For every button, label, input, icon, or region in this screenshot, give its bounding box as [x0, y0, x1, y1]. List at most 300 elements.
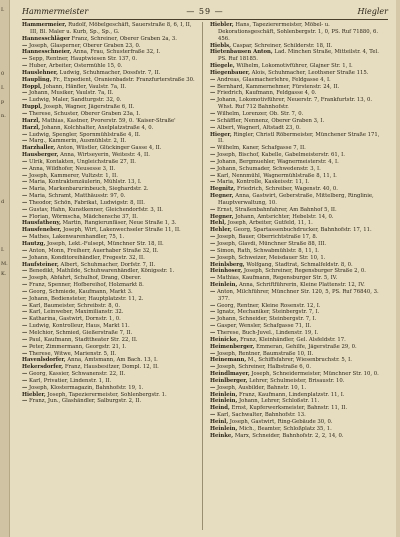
entry-details: Anton, Wüstler, Glückinger Gasse 4, II. — [56, 145, 162, 152]
directory-entry — [22, 337, 196, 344]
entry-surname: Hiebler, — [22, 391, 46, 398]
edge-mark: K. — [1, 271, 7, 277]
directory-entry — [210, 330, 384, 337]
directory-entry — [22, 323, 196, 330]
entry-surname: Hekersdorfer, — [22, 364, 64, 371]
entry-surname: Hietenbausen Anton, — [210, 49, 273, 56]
entry-surname: Harzhaller, — [22, 145, 56, 152]
entry-details: Marg., Kammerin, Ausmühlstr. 2, II. — [28, 138, 127, 145]
entry-surname: — — [210, 83, 216, 90]
directory-entry — [22, 398, 196, 405]
entry-details: Gustav, Hahn, Kunstkenner, Gleichendorfstr. 3, II. — [28, 206, 163, 213]
directory-entry — [22, 90, 196, 97]
entry-surname: — — [210, 152, 216, 159]
entry-surname: Hausfeneber, — [22, 227, 62, 234]
entry-surname: — — [22, 42, 28, 49]
entry-surname: — — [22, 350, 28, 357]
entry-surname: Heind, — [210, 405, 230, 412]
directory-entry — [210, 392, 384, 399]
directory-entry — [22, 275, 196, 282]
entry-details: Mathias, Kastner, Pvorerstr. 59, 0. 'Kaiser-Straße' — [41, 117, 176, 124]
entry-surname: — — [22, 288, 28, 295]
entry-surname: Heinlein, — [210, 391, 238, 398]
entry-details: Ludwig, Kontrolleur, Haus, Markt 11. — [28, 323, 130, 330]
entry-details: Therese, Witwe, Marienstr. 5, II. — [28, 350, 117, 357]
entry-surname: Hiebls, — [210, 42, 231, 49]
entry-surname: — — [22, 158, 28, 165]
entry-surname: Heinlein, — [210, 398, 238, 405]
directory-entry — [210, 207, 384, 214]
entry-details: Wilhelm, Kaner, Schafgasse 7, II. — [216, 145, 306, 152]
directory-entry — [210, 337, 384, 344]
entry-surname: — — [22, 63, 28, 70]
entry-details: Joseph, Abfahrt, Schulhof, Drang, Oberer. — [28, 275, 142, 282]
entry-surname: — — [210, 206, 216, 213]
directory-entry — [210, 419, 384, 426]
entry-surname: Hannesschläger — [22, 35, 70, 42]
directory-entry — [210, 426, 384, 433]
entry-surname: — — [22, 309, 28, 316]
entry-details: Alois, Schuhmacher, Leothsner Straße 115. — [251, 69, 369, 76]
entry-details: Karl, Baumeister, Schreibstr. 8, 0. — [28, 302, 121, 309]
entry-surname: Hegner, — [210, 193, 234, 200]
entry-surname: — — [210, 110, 216, 117]
entry-details: Paul, Kaufmann, Stadttheater Str. 22, II. — [28, 336, 138, 343]
entry-surname: Heinhoser, — [210, 268, 243, 275]
entry-surname: — — [22, 138, 28, 145]
entry-surname: — — [210, 309, 216, 316]
directory-entry — [210, 241, 384, 248]
entry-surname: Hiebler, — [210, 22, 234, 28]
entry-details: Anna, Gastwirt, Geberstraße, Mittelberg, Ringlinie, Hauptverwaltung, 10. — [218, 193, 374, 206]
entry-details: Sepp, Rentner, Hauptwiesen Str. 137, 0. — [28, 56, 138, 63]
entry-details: Melchior, Schmied, Gießerstraße 7, II. — [28, 329, 133, 336]
entry-surname: — — [22, 206, 28, 213]
entry-surname: — — [22, 56, 28, 63]
header-rule — [22, 19, 388, 20]
entry-surname: — — [22, 172, 28, 179]
entry-surname: Hoppl, — [22, 83, 42, 90]
edge-mark: I. — [1, 247, 5, 253]
entry-details: Johann, Musiker, Vaulstr. 7a, II. — [28, 90, 114, 97]
directory-entry — [210, 309, 384, 316]
entry-details: Ernst, Straßenbahnfahrer, Am Bahnhof 5, II. — [216, 206, 337, 213]
directory-entry — [22, 63, 196, 70]
entry-details: Georg, Rentner, Kleine Rosenstr. 12, I. — [216, 302, 321, 309]
directory-entry — [210, 282, 384, 289]
directory-entry — [22, 200, 196, 207]
entry-surname: — — [22, 234, 28, 241]
directory-entry — [22, 392, 196, 399]
directory-entry — [210, 268, 384, 275]
entry-surname: — — [22, 97, 28, 104]
entry-surname: Hehl, — [210, 220, 227, 227]
directory-entry — [210, 49, 384, 63]
directory-entry — [22, 49, 196, 56]
entry-surname: — — [210, 172, 216, 179]
entry-surname: — — [210, 76, 216, 83]
directory-entry — [22, 111, 196, 118]
entry-details: Anton, Monn, Freiherr, Auerhaber Straße 32, II. — [28, 247, 159, 254]
entry-surname: — — [22, 323, 28, 330]
entry-surname: Haupling, — [22, 76, 52, 83]
directory-entry — [210, 193, 384, 207]
directory-entry — [210, 166, 384, 173]
entry-details: Joseph, Klostermagazin, Bahnhofstr. 19, 1. — [28, 384, 144, 391]
page-header — [22, 5, 388, 19]
entry-details: Friedrich, Kaufmann, Feldgasse 4, 0. — [216, 90, 317, 97]
entry-details: Ringler, Christl Röbermeister, Münchener Straße 171, II. — [218, 131, 380, 145]
entry-surname: — — [210, 158, 216, 165]
entry-surname: — — [210, 364, 216, 371]
directory-entry — [22, 309, 196, 316]
directory-entry — [210, 412, 384, 419]
entry-details: Lehrer, Schulmeister, Brisaustr. 10. — [249, 377, 345, 384]
directory-entry — [22, 104, 196, 111]
directory-entry — [210, 255, 384, 262]
entry-details: Joseph, Rentner, Baumstraße 10, II. — [216, 350, 314, 357]
entry-surname: — — [210, 323, 216, 330]
entry-surname: Hauslehner, — [22, 69, 58, 76]
entry-details: Gasper, Wensler, Schafgasse 71, II. — [216, 323, 312, 330]
entry-details: Karl, Sachwalter, Bahnhofstr. 13. — [216, 412, 306, 419]
entry-details: Ulrik, Kontakten, Ungleichstraße 27, II. — [28, 158, 136, 165]
entry-surname: Hegner, — [210, 213, 234, 220]
entry-details: Franz, Spenner, Hofbereihof, Holzmarkt 8. — [28, 282, 144, 289]
directory-entry — [210, 371, 384, 378]
entry-details: Franz, Schreiner, Oberer Graben 2a, 3. — [71, 35, 177, 42]
directory-entry — [210, 77, 384, 84]
edge-mark: I. — [1, 85, 5, 91]
entry-details: Albert, Schuhmacher, Dorfstr. 7, II. — [60, 261, 156, 268]
entry-surname: Hausberger, — [22, 152, 59, 159]
directory-entry — [210, 344, 384, 351]
entry-surname: — — [210, 117, 216, 124]
entry-details: Therese, Buch-Juvel., Lindenstr. 19, I. — [216, 329, 319, 336]
directory-entry — [210, 132, 384, 146]
entry-surname: — — [22, 110, 28, 117]
directory-entry — [22, 173, 196, 180]
directory-entry — [22, 138, 196, 145]
entry-details: Martin, Rangierunfäser, Neue Straße 1, 3. — [62, 220, 177, 227]
entry-details: Andreas, Glasmacherlehre, Feldgasse 4, I. — [216, 76, 331, 83]
entry-details: Anna, Wildhofer, Neusesse 3, II. — [28, 165, 116, 172]
directory-entry — [22, 364, 196, 371]
entry-surname: Heinemann, — [210, 357, 247, 364]
entry-details: Joseph, Glasperner, Oberer Graben 23, 0. — [28, 42, 141, 49]
entry-surname: — — [210, 247, 216, 254]
entry-surname: Hautzg, — [22, 241, 46, 247]
entry-details: Mathes, Lakenwarenhandler, 75, 1. — [28, 234, 125, 241]
entry-surname: — — [210, 97, 216, 104]
entry-surname: Heinlsberg, — [210, 261, 245, 268]
directory-entry — [210, 303, 384, 310]
entry-details: Huber, Arbeiter, Ostermühle 15, 0. — [28, 63, 123, 70]
entry-surname: Heinl, — [210, 418, 229, 425]
entry-surname: — — [210, 254, 216, 261]
directory-entry — [210, 316, 384, 323]
entry-details: Johann, Schumader, Schwedenstr. 3, I. — [216, 165, 321, 172]
directory-entry — [210, 63, 384, 70]
entry-details: Maria, Markenbarurinbeuch, Sieghardstr. 2. — [28, 186, 149, 193]
entry-surname: Harzl, — [22, 117, 41, 124]
entry-surname: — — [22, 247, 28, 254]
directory-entry — [22, 234, 196, 241]
directory-entry — [22, 330, 196, 337]
entry-surname: — — [210, 241, 216, 247]
entry-details: Johann, Kolchhalter, Axelplatzstraße 4, 0. — [41, 124, 154, 131]
entry-surname: — — [22, 336, 28, 343]
entry-surname: — — [210, 90, 216, 97]
entry-surname: — — [22, 371, 28, 378]
entry-details: Theodor, Schön, Fabrikat, Ludwigstr. 8, III. — [28, 199, 145, 206]
entry-details: Bernhard, Kammernehmer, Fürstenstr. 24, II. — [216, 83, 340, 90]
directory-entry — [210, 289, 384, 303]
directory-entry — [210, 275, 384, 282]
directory-entry — [210, 84, 384, 91]
entry-surname: Hannesschneier, — [22, 49, 72, 56]
directory-entry — [210, 378, 384, 385]
entry-details: Ludwig, Spengler, Spornmühlstraße 4, II. — [28, 131, 141, 138]
binding-gutter — [0, 0, 10, 537]
entry-surname: Heinlein, — [210, 282, 238, 289]
column-divider — [202, 22, 203, 530]
entry-surname: — — [22, 302, 28, 309]
entry-details: Ludwig, Schuhmacher, Dossfstr. 7, II. — [59, 69, 161, 76]
directory-entry — [210, 186, 384, 193]
directory-entry — [22, 282, 196, 289]
entry-surname: — — [22, 398, 28, 405]
entry-surname: Heinke, — [210, 432, 234, 439]
entry-details: Lad. Minchen Straße, Mitteilstr. 4, Tel. PS. Ruf 18185. — [218, 49, 379, 63]
entry-details: Katharina, Gastwirt, Dornstr. 1, 0. — [28, 316, 121, 323]
entry-details: Johann, Hänfler, Vaulstr. 7a, II. — [43, 83, 127, 90]
entry-surname: — — [210, 384, 216, 391]
header-right-catchword: Hiegler — [357, 7, 388, 16]
entry-surname: — — [22, 282, 28, 289]
entry-details: Johann, Lokomotivführer, Neuerstr. 7, Frankfurtstr. 13, 0. Whst. Ruf 712 Bahnhofstr. — [216, 97, 373, 111]
directory-entry — [210, 248, 384, 255]
entry-details: Peter, Zimmermann, Georgstr. 21, I. — [28, 343, 127, 350]
entry-details: Ignatz, Mechaniker, Steinbergstr. 7, I. — [216, 309, 320, 316]
entry-details: Joseph, Bischof, Kabelle, Gabelmeisterstr. 61, I. — [216, 152, 345, 159]
entry-surname: — — [210, 329, 216, 336]
entry-details: Karl, Leinweber, Maximilianstr. 32. — [28, 309, 124, 316]
entry-surname: Hiegenbauer, — [210, 69, 250, 76]
entry-surname: Hegnitz, — [210, 186, 236, 193]
entry-details: Wolfgang, Stadtrat, Schmalfeldstr. 8, 0. — [246, 261, 353, 268]
entry-surname: — — [210, 316, 216, 323]
directory-entry — [22, 220, 196, 227]
entry-details: Maria, Kontrolle, Kaskeisstr. 11, I. — [216, 179, 310, 186]
directory-entry — [22, 214, 196, 221]
entry-details: Franz, Jun., Glashändler, Salburgstr. 2, II. — [28, 398, 142, 405]
directory-entry — [210, 152, 384, 159]
directory-entry — [210, 111, 384, 118]
entry-details: Mich., Beamter, Schloßplatz 35, 1. — [239, 425, 332, 432]
directory-entry — [22, 296, 196, 303]
entry-surname: — — [210, 179, 216, 186]
entry-details: Fr., Expedient, Oranienbadstr. Franzfurterstraße 30. — [53, 76, 195, 83]
entry-details: Johann, Bediensteter, Hauptplatzstr. 11, 2. — [28, 295, 144, 302]
directory-entry — [210, 433, 384, 440]
directory-entry — [22, 193, 196, 200]
entry-details: Joseph, Kammerer, Vultzstr. 1, II. — [28, 172, 118, 179]
entry-details: Franz, Hausbesitzer, Dompl. 12, II. — [64, 364, 159, 371]
directory-entry — [22, 125, 196, 132]
entry-surname: — — [210, 124, 216, 131]
directory-entry — [210, 43, 384, 50]
entry-details: Joseph, Schneidermeister, Münchner Str. 10, 0. — [251, 371, 379, 378]
header-left-catchword: Hammermeister — [22, 7, 89, 16]
directory-entry — [22, 255, 196, 262]
entry-details: Joseph, Gastwirt, Ring-Gebäude 30, 0. — [229, 418, 333, 425]
directory-entry — [22, 227, 196, 234]
entry-surname: — — [22, 329, 28, 336]
left-column — [22, 22, 196, 405]
entry-surname: — — [22, 199, 28, 206]
entry-details: Johann, Lehrer, Schloßstr. 11. — [239, 398, 320, 405]
entry-surname: Huppl, — [22, 104, 43, 111]
directory-entry — [210, 234, 384, 241]
entry-surname: Havenlsdorfer, — [22, 357, 66, 364]
entry-surname: — — [210, 288, 216, 295]
directory-entry — [22, 351, 196, 358]
entry-details: Joseph, Arbeiter, Gutfeld, 11, 1. — [227, 220, 313, 227]
entry-surname: Heindlmayer, — [210, 371, 250, 378]
entry-details: Maria, Kontraktenzäulerin, Mühlstr. 13, I. — [28, 179, 142, 186]
entry-details: Anton, Milchführer, Münchner Str. 120, 5, PS. Ruf 76840, 3. 377. — [216, 288, 379, 302]
entry-surname: Hammermeier, — [22, 22, 67, 28]
entry-details: Schäffler, Nennenz, Oberer Graben 3, I. — [216, 117, 325, 124]
directory-entry — [22, 97, 196, 104]
edge-mark: 0 — [1, 71, 5, 77]
entry-details: Joseph, Glavdi, Münchner Straße 88, III. — [216, 241, 327, 247]
directory-entry — [210, 97, 384, 111]
entry-details: Anna, Wirtseyerin, Weitestr. 4, II. — [60, 152, 150, 159]
entry-details: Florian, Wörmscha, Mädchensche 37, II. — [28, 213, 138, 220]
directory-entry — [22, 344, 196, 351]
entry-surname: — — [210, 302, 216, 309]
entry-details: Ernst, Kupferwerksmeister, Bahnstr. 11, II. — [231, 405, 348, 412]
entry-surname: — — [22, 384, 28, 391]
directory-entry — [22, 22, 196, 36]
entry-surname: — — [22, 193, 28, 200]
entry-details: Anna, Schriftführerin, Kleine Plattenstr. 12, IV. — [239, 282, 365, 289]
entry-details: Wilhelm, Lokomotivführer, Glajner Str. 1, I. — [236, 63, 353, 70]
entry-surname: — — [210, 412, 216, 419]
entry-details: Albert, Wagnerl, Altstadt 23, 0. — [216, 124, 301, 131]
directory-entry — [210, 220, 384, 227]
entry-details: Caspar, Schreiner, Schilderstr. 18, II. — [232, 42, 333, 49]
entry-details: Franz, Kaufmann, Lindenplatzstr. 11, I. — [239, 391, 345, 398]
directory-entry — [210, 179, 384, 186]
directory-entry — [210, 398, 384, 405]
entry-surname: Heimenberger, — [210, 343, 255, 350]
entry-surname: — — [22, 295, 28, 302]
entry-details: Hans, Tapezierermeister, Möbel- u. Dekorationsgeschäft, Sohlenbergstr. 1, 0, PS. Ruf 71880, 6. 456. — [218, 22, 379, 42]
directory-entry — [22, 70, 196, 77]
entry-details: Joseph, Schreiner, Regensburger Straße 2, 0. — [243, 268, 366, 275]
entry-details: Anna, Frau, Schusterfraße 32, I. — [73, 49, 161, 56]
entry-surname: Harzl, — [22, 124, 41, 131]
entry-surname: — — [22, 377, 28, 384]
directory-entry — [210, 364, 384, 371]
entry-details: Joseph, Schreiner, Halbstraße 6, 0. — [216, 364, 312, 371]
entry-details: Georg, Schmiede, Kaufmann, Markt 3. — [28, 288, 133, 295]
entry-details: Benedikt, Mathilde, Schuhwarenhändler, Königsstr. 1. — [28, 268, 175, 275]
entry-details: Friedrich, Schreiber, Wagenstr. 40, 0. — [236, 186, 338, 193]
directory-entry — [22, 316, 196, 323]
entry-details: Marx, Schneider, Bahnhofstr. 2, 2, 14, 0. — [234, 432, 344, 439]
directory-entry — [22, 179, 196, 186]
directory-entry — [22, 378, 196, 385]
directory-entry — [22, 36, 196, 43]
entry-surname: Haufsteiner, — [22, 261, 59, 268]
entry-surname: Heinlein, — [210, 425, 238, 432]
entry-surname: — — [22, 179, 28, 186]
entry-surname: — — [22, 254, 28, 261]
entry-details: Emmeran, Gehilfe, Jägerstraße 29, 0. — [256, 343, 357, 350]
directory-entry — [210, 70, 384, 77]
edge-mark: d — [1, 199, 5, 205]
entry-details: Joseph, Lekt.-Fulsept, Münchner Str. 18, II. — [46, 241, 164, 247]
directory-entry — [22, 371, 196, 378]
entry-surname: — — [22, 165, 28, 172]
entry-details: Wilhelm, Lorenzer, Ob. Str. 7, 0. — [216, 110, 304, 117]
directory-entry — [22, 241, 196, 248]
edge-mark: n. — [1, 113, 6, 119]
directory-entry — [22, 159, 196, 166]
directory-entry — [210, 323, 384, 330]
entry-details: Karl, Nennmühl, Wagnermühlstraße 8, 11, I. — [216, 172, 337, 179]
entry-details: Simon, Rath, Schwabmühlstr. 8, 11, I. — [216, 247, 319, 254]
directory-entry — [22, 186, 196, 193]
directory-entry — [22, 385, 196, 392]
directory-entry — [22, 77, 196, 84]
directory-entry — [22, 84, 196, 91]
entry-surname: Hieger, — [210, 131, 232, 138]
directory-entry — [210, 385, 384, 392]
entry-details: Therese, Schuster, Oberer Graben 23a, I. — [28, 110, 141, 117]
directory-entry — [22, 357, 196, 364]
entry-details: Rudolf, Möbelgeschäft, Sauerstraße 8, 6, I, II, III, Bl. Maler u. Kurb, Sp., Sp., G. — [30, 22, 192, 35]
entry-details: Franz, Kleinhändler, Gel. Alsfeldstr. 17. — [240, 336, 346, 343]
right-column — [210, 22, 384, 439]
entry-details: Johann, Konditoreihändler, Fregestr. 32, II. — [28, 254, 145, 261]
entry-details: Ludwig, Maler, Sandturgstr. 32, 0. — [28, 97, 122, 104]
entry-details: Karl, Privatier, Lindenstr. 1, II. — [28, 377, 112, 384]
directory-entry — [22, 262, 196, 269]
directory-entry — [22, 166, 196, 173]
entry-surname: — — [22, 343, 28, 350]
entry-details: Georg, Kassier, Schwanenstr. 22, II. — [28, 371, 126, 378]
entry-details: Johann, Schneider, Steinbergstr. 7, I. — [216, 316, 317, 323]
entry-details: Maria, Schramt, Matthäusstr. 97, 0. — [28, 193, 126, 200]
entry-surname: — — [22, 186, 28, 193]
entry-details: Joseph, Schweizer, Meisdauer Str. 10, 1. — [216, 254, 326, 261]
entry-surname: — — [22, 268, 28, 275]
page-edge-right — [396, 0, 400, 537]
directory-entry — [22, 268, 196, 275]
entry-details: Georg, Spartassenbuchdrucker, Bahnhofstr. 17, 11. — [233, 227, 372, 234]
page-number: — 59 — — [186, 7, 224, 16]
directory-entry — [210, 159, 384, 166]
entry-surname: — — [22, 275, 28, 282]
directory-entry — [22, 132, 196, 139]
entry-surname: — — [22, 316, 28, 323]
directory-entry — [210, 173, 384, 180]
